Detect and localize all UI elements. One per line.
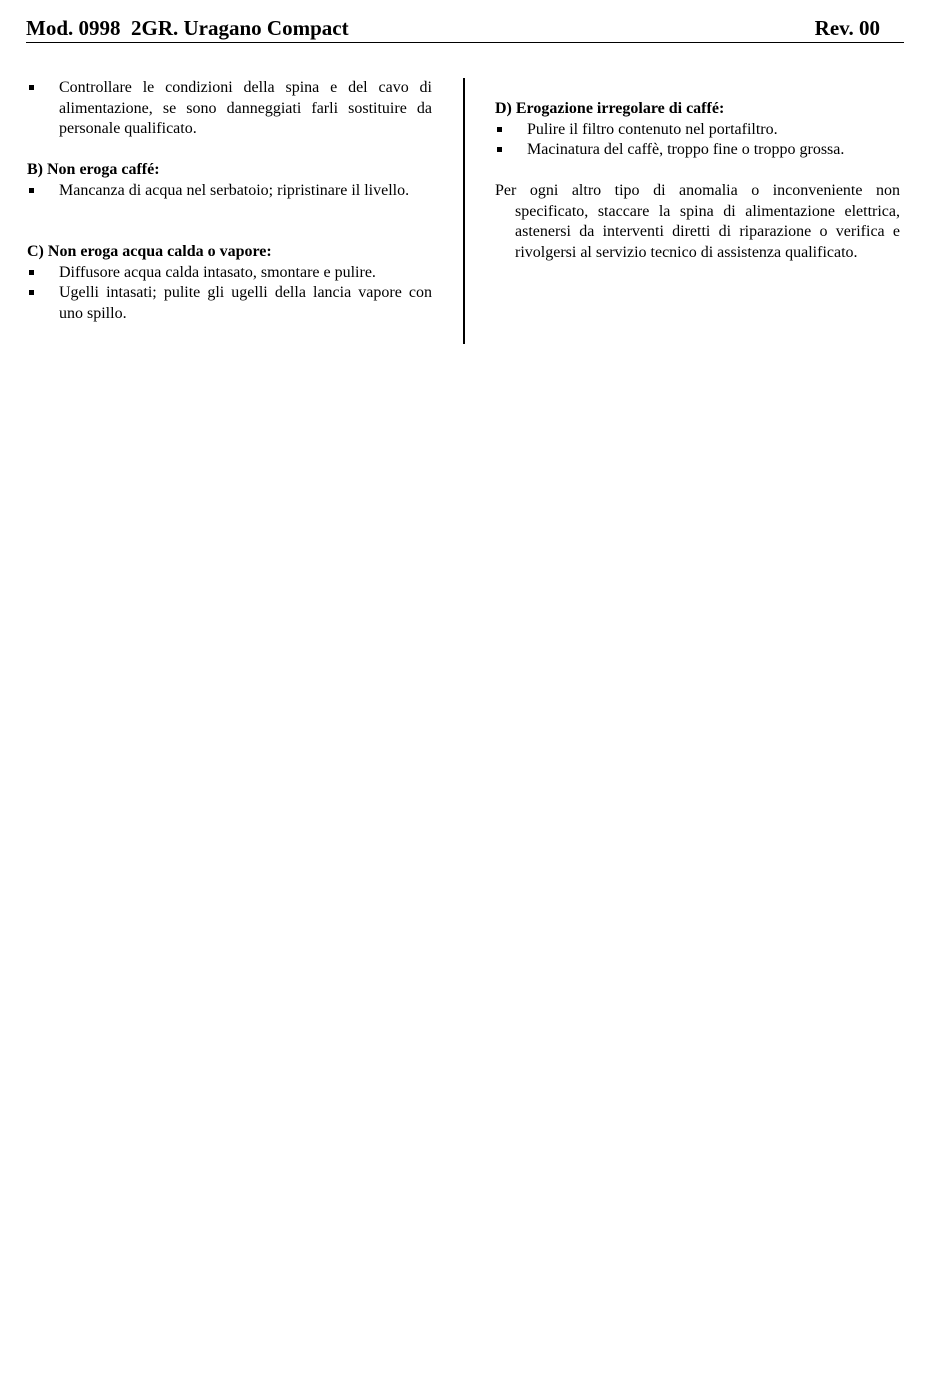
section-heading-c: C) Non eroga acqua calda o vapore: bbox=[27, 243, 272, 260]
list-item: Ugelli intasati; pulite gli ugelli della lancia vapore con uno spillo. bbox=[27, 283, 432, 324]
section-heading-b: B) Non eroga caffé: bbox=[27, 161, 160, 178]
list-item: Macinatura del caffè, troppo fine o troppo grossa. bbox=[495, 140, 900, 161]
spacer bbox=[495, 161, 900, 182]
section-heading-d: D) Erogazione irregolare di caffé: bbox=[495, 100, 725, 117]
list-item: Controllare le condizioni della spina e del cavo di alimentazione, se sono danneggiati farli sostituire da personale qualificato. bbox=[27, 78, 432, 140]
intro-bullet-list bbox=[27, 78, 432, 140]
closing-paragraph: Per ogni altro tipo di anomalia o inconveniente non specificato, staccare la spina di alimentazione elettrica, astenersi da interventi diretti di riparazione o verifica e rivolgersi al servizio tecnico di assistenza qualificato. bbox=[495, 182, 900, 261]
section-d-bullet-list bbox=[495, 120, 900, 161]
list-item: Diffusore acqua calda intasato, smontare e pulire. bbox=[27, 263, 432, 284]
revision-label: Rev. 00 bbox=[814, 16, 880, 40]
list-item: Pulire il filtro contenuto nel portafiltro. bbox=[495, 120, 900, 141]
section-c-bullet-list bbox=[27, 263, 432, 325]
list-item: Mancanza di acqua nel serbatoio; ripristinare il livello. bbox=[27, 181, 432, 202]
left-column bbox=[27, 78, 432, 324]
column-divider bbox=[463, 78, 465, 344]
spacer bbox=[27, 201, 432, 242]
document-title: Mod. 0998 2GR. Uragano Compact bbox=[26, 16, 349, 40]
section-b-bullet-list bbox=[27, 181, 432, 202]
spacer bbox=[27, 140, 432, 161]
right-column bbox=[495, 99, 900, 263]
page-header bbox=[26, 14, 904, 43]
